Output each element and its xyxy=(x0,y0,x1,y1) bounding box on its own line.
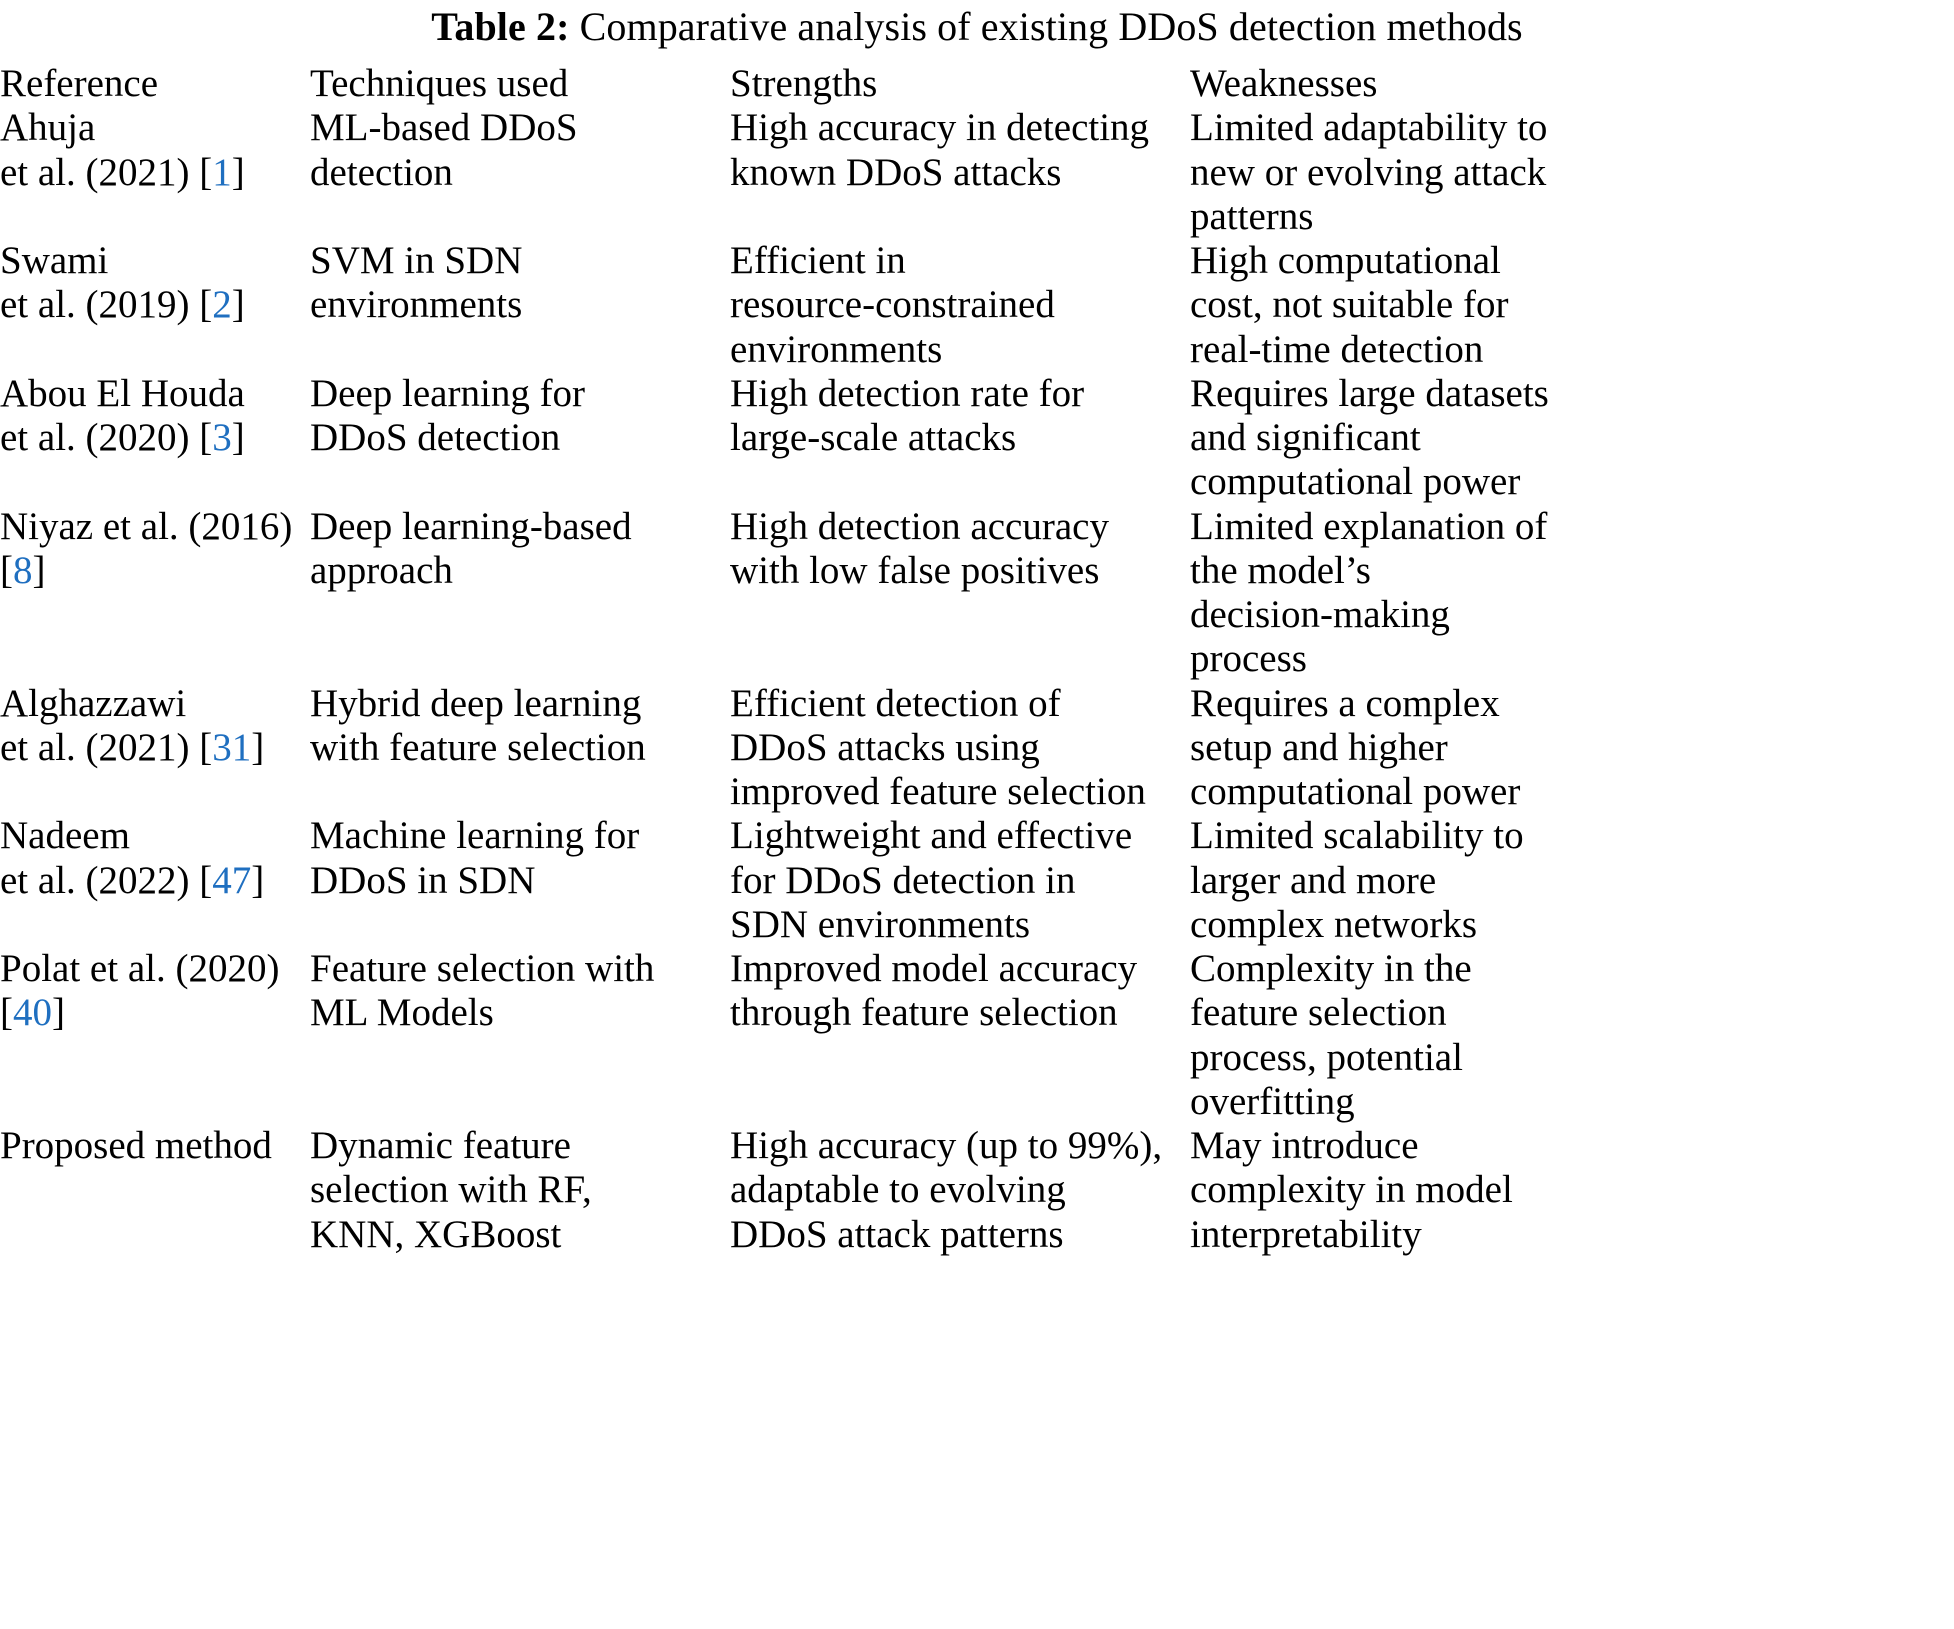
column-header-techniques: Techniques used xyxy=(310,62,569,105)
cell-reference xyxy=(0,505,310,682)
cell-strengths xyxy=(730,239,1190,372)
table-row xyxy=(0,1124,1954,1257)
cell-content xyxy=(730,372,1190,461)
cell-weaknesses xyxy=(1190,372,1954,505)
cell-line: High accuracy in detecting xyxy=(730,106,1150,150)
cell-strengths xyxy=(730,505,1190,682)
cell-techniques xyxy=(310,106,730,239)
table-row xyxy=(0,814,1954,947)
cell-line: Requires large datasets xyxy=(1190,371,1549,415)
cell-line: DDoS attacks using xyxy=(730,725,1040,769)
cell-line: decision-making xyxy=(1190,593,1450,636)
cell-weaknesses xyxy=(1190,682,1954,815)
cell-content xyxy=(1190,106,1954,239)
cell-line: et al. (2021) [1] xyxy=(0,150,245,194)
cell-line: Deep learning for xyxy=(310,371,586,415)
cell-content xyxy=(310,106,730,195)
table-head xyxy=(0,62,1954,106)
cell-content xyxy=(310,814,730,903)
table-row xyxy=(0,239,1954,372)
cell-line: cost, not suitable for xyxy=(1190,283,1509,327)
table-row xyxy=(0,505,1954,682)
cell-line: Complexity in the xyxy=(1190,947,1472,990)
citation-link[interactable]: 2 xyxy=(212,283,232,327)
cell-techniques xyxy=(310,239,730,372)
cell-line: complex networks xyxy=(1190,902,1478,946)
cell-line: and significant xyxy=(1190,416,1421,459)
cell-line: Efficient in xyxy=(730,239,906,282)
cell-line: DDoS detection xyxy=(310,416,561,459)
cell-weaknesses xyxy=(1190,505,1954,682)
cell-content xyxy=(1190,505,1954,682)
cell-content xyxy=(310,1124,730,1257)
cell-strengths xyxy=(730,1124,1190,1257)
comparative-analysis-table xyxy=(0,62,1954,1257)
cell-line: environments xyxy=(310,283,523,327)
cell-line: High detection accuracy xyxy=(730,504,1109,548)
cell-techniques xyxy=(310,505,730,682)
cell-line: Dynamic feature xyxy=(310,1124,571,1167)
cell-line: Requires a complex xyxy=(1190,681,1500,725)
cell-reference xyxy=(0,814,310,947)
cell-line: et al. (2021) [31] xyxy=(0,725,265,769)
table-caption xyxy=(0,0,1954,62)
cell-content xyxy=(0,682,310,771)
citation-link[interactable]: 40 xyxy=(13,991,52,1035)
cell-line: resource-constrained xyxy=(730,283,1055,327)
cell-content xyxy=(310,682,730,771)
cell-content xyxy=(1190,239,1954,372)
cell-weaknesses xyxy=(1190,947,1954,1124)
cell-content xyxy=(310,372,730,461)
cell-content xyxy=(310,947,730,1036)
cell-line: real-time detection xyxy=(1190,327,1484,371)
cell-line: Improved model accuracy xyxy=(730,947,1138,990)
table-row xyxy=(0,106,1954,239)
cell-content xyxy=(0,372,310,461)
cell-content xyxy=(0,239,310,328)
cell-line: Abou El Houda xyxy=(0,371,245,415)
column-header-weaknesses: Weaknesses xyxy=(1190,62,1378,105)
cell-line: known DDoS attacks xyxy=(730,150,1062,194)
citation-link[interactable]: 31 xyxy=(212,725,252,769)
cell-techniques xyxy=(310,814,730,947)
cell-line: Niyaz et al. (2016) xyxy=(0,504,293,548)
cell-line: with feature selection xyxy=(310,725,646,769)
cell-strengths xyxy=(730,814,1190,947)
cell-line: ML Models xyxy=(310,991,494,1035)
cell-line: DDoS attack patterns xyxy=(730,1212,1064,1256)
cell-content xyxy=(310,505,730,594)
cell-line: complexity in model xyxy=(1190,1168,1513,1212)
cell-reference xyxy=(0,239,310,372)
cell-content xyxy=(730,682,1190,815)
cell-line: detection xyxy=(310,150,453,194)
cell-line: through feature selection xyxy=(730,991,1118,1035)
cell-line: interpretability xyxy=(1190,1212,1422,1256)
cell-line: Nadeem xyxy=(0,814,130,858)
cell-reference xyxy=(0,947,310,1124)
cell-strengths xyxy=(730,372,1190,505)
cell-line: Efficient detection of xyxy=(730,681,1061,725)
cell-line: computational power xyxy=(1190,770,1521,813)
cell-line: et al. (2022) [47] xyxy=(0,858,265,902)
cell-line: adaptable to evolving xyxy=(730,1168,1066,1212)
cell-line: with low false positives xyxy=(730,548,1100,592)
cell-line: feature selection xyxy=(1190,991,1447,1035)
citation-link[interactable]: 47 xyxy=(212,858,252,902)
cell-strengths xyxy=(730,947,1190,1124)
cell-content xyxy=(0,106,310,195)
cell-weaknesses xyxy=(1190,1124,1954,1257)
cell-line: Proposed method xyxy=(0,1124,272,1167)
cell-content xyxy=(1190,947,1954,1124)
cell-weaknesses xyxy=(1190,239,1954,372)
cell-line: patterns xyxy=(1190,194,1314,238)
cell-line: Machine learning for xyxy=(310,814,640,858)
cell-line: Feature selection with xyxy=(310,947,655,990)
cell-content xyxy=(0,947,310,1036)
cell-content xyxy=(0,1124,310,1168)
cell-content xyxy=(0,814,310,903)
cell-line: Deep learning-based xyxy=(310,504,632,548)
cell-techniques xyxy=(310,682,730,815)
citation-link[interactable]: 3 xyxy=(212,416,232,459)
cell-reference xyxy=(0,106,310,239)
cell-line: computational power xyxy=(1190,460,1521,504)
cell-line: SVM in SDN xyxy=(310,239,523,282)
cell-line: [40] xyxy=(0,991,65,1035)
cell-content xyxy=(1190,1124,1954,1257)
cell-reference xyxy=(0,372,310,505)
cell-line: Ahuja xyxy=(0,106,96,150)
cell-line: new or evolving attack xyxy=(1190,150,1547,194)
cell-line: May introduce xyxy=(1190,1124,1419,1167)
cell-line: process, potential xyxy=(1190,1035,1463,1079)
cell-content xyxy=(730,947,1190,1036)
cell-content xyxy=(730,106,1190,195)
column-header-strengths: Strengths xyxy=(730,62,878,105)
cell-content xyxy=(730,1124,1190,1257)
cell-line: DDoS in SDN xyxy=(310,858,536,902)
cell-line: setup and higher xyxy=(1190,725,1448,769)
table-row xyxy=(0,372,1954,505)
cell-line: Limited scalability to xyxy=(1190,814,1524,858)
table-caption-text: Comparative analysis of existing DDoS detection methods xyxy=(579,4,1523,49)
cell-line: Lightweight and effective xyxy=(730,814,1133,858)
table-body xyxy=(0,106,1954,1257)
cell-reference xyxy=(0,682,310,815)
table-row xyxy=(0,947,1954,1124)
cell-weaknesses xyxy=(1190,106,1954,239)
cell-strengths xyxy=(730,682,1190,815)
cell-strengths xyxy=(730,106,1190,239)
cell-line: High computational xyxy=(1190,239,1501,282)
cell-content xyxy=(1190,682,1954,815)
cell-techniques xyxy=(310,947,730,1124)
cell-line: approach xyxy=(310,548,453,592)
cell-line: High detection rate for xyxy=(730,371,1085,415)
cell-content xyxy=(1190,814,1954,947)
cell-content xyxy=(730,814,1190,947)
cell-content xyxy=(730,239,1190,372)
cell-weaknesses xyxy=(1190,814,1954,947)
cell-line: et al. (2020) [3] xyxy=(0,416,245,459)
cell-line: overfitting xyxy=(1190,1079,1355,1123)
cell-content xyxy=(1190,372,1954,505)
table-caption-label: Table 2: xyxy=(431,4,570,49)
cell-line: improved feature selection xyxy=(730,770,1146,813)
cell-reference xyxy=(0,1124,310,1257)
cell-line: selection with RF, xyxy=(310,1168,592,1212)
cell-line: large-scale attacks xyxy=(730,416,1017,459)
cell-line: environments xyxy=(730,327,943,371)
cell-line: Limited adaptability to xyxy=(1190,106,1548,150)
cell-line: larger and more xyxy=(1190,858,1437,902)
cell-line: Alghazzawi xyxy=(0,681,187,725)
cell-line: Swami xyxy=(0,239,109,282)
cell-techniques xyxy=(310,372,730,505)
cell-line: for DDoS detection in xyxy=(730,858,1076,902)
cell-line: process xyxy=(1190,637,1307,681)
cell-content xyxy=(730,505,1190,594)
cell-line: et al. (2019) [2] xyxy=(0,283,245,327)
citation-link[interactable]: 8 xyxy=(13,548,33,592)
table-row xyxy=(0,682,1954,815)
cell-content xyxy=(0,505,310,594)
cell-line: High accuracy (up to 99%), xyxy=(730,1124,1163,1167)
cell-content xyxy=(310,239,730,328)
cell-line: KNN, XGBoost xyxy=(310,1212,562,1256)
cell-line: SDN environments xyxy=(730,902,1031,946)
citation-link[interactable]: 1 xyxy=(212,150,232,194)
column-header-reference: Reference xyxy=(0,62,159,105)
cell-line: the model’s xyxy=(1190,548,1371,592)
cell-line: [8] xyxy=(0,548,46,592)
header-row xyxy=(0,62,1954,106)
cell-techniques xyxy=(310,1124,730,1257)
cell-line: Hybrid deep learning xyxy=(310,681,642,725)
cell-line: Limited explanation of xyxy=(1190,504,1548,548)
cell-line: Polat et al. (2020) xyxy=(0,947,280,990)
cell-line: ML-based DDoS xyxy=(310,106,578,150)
